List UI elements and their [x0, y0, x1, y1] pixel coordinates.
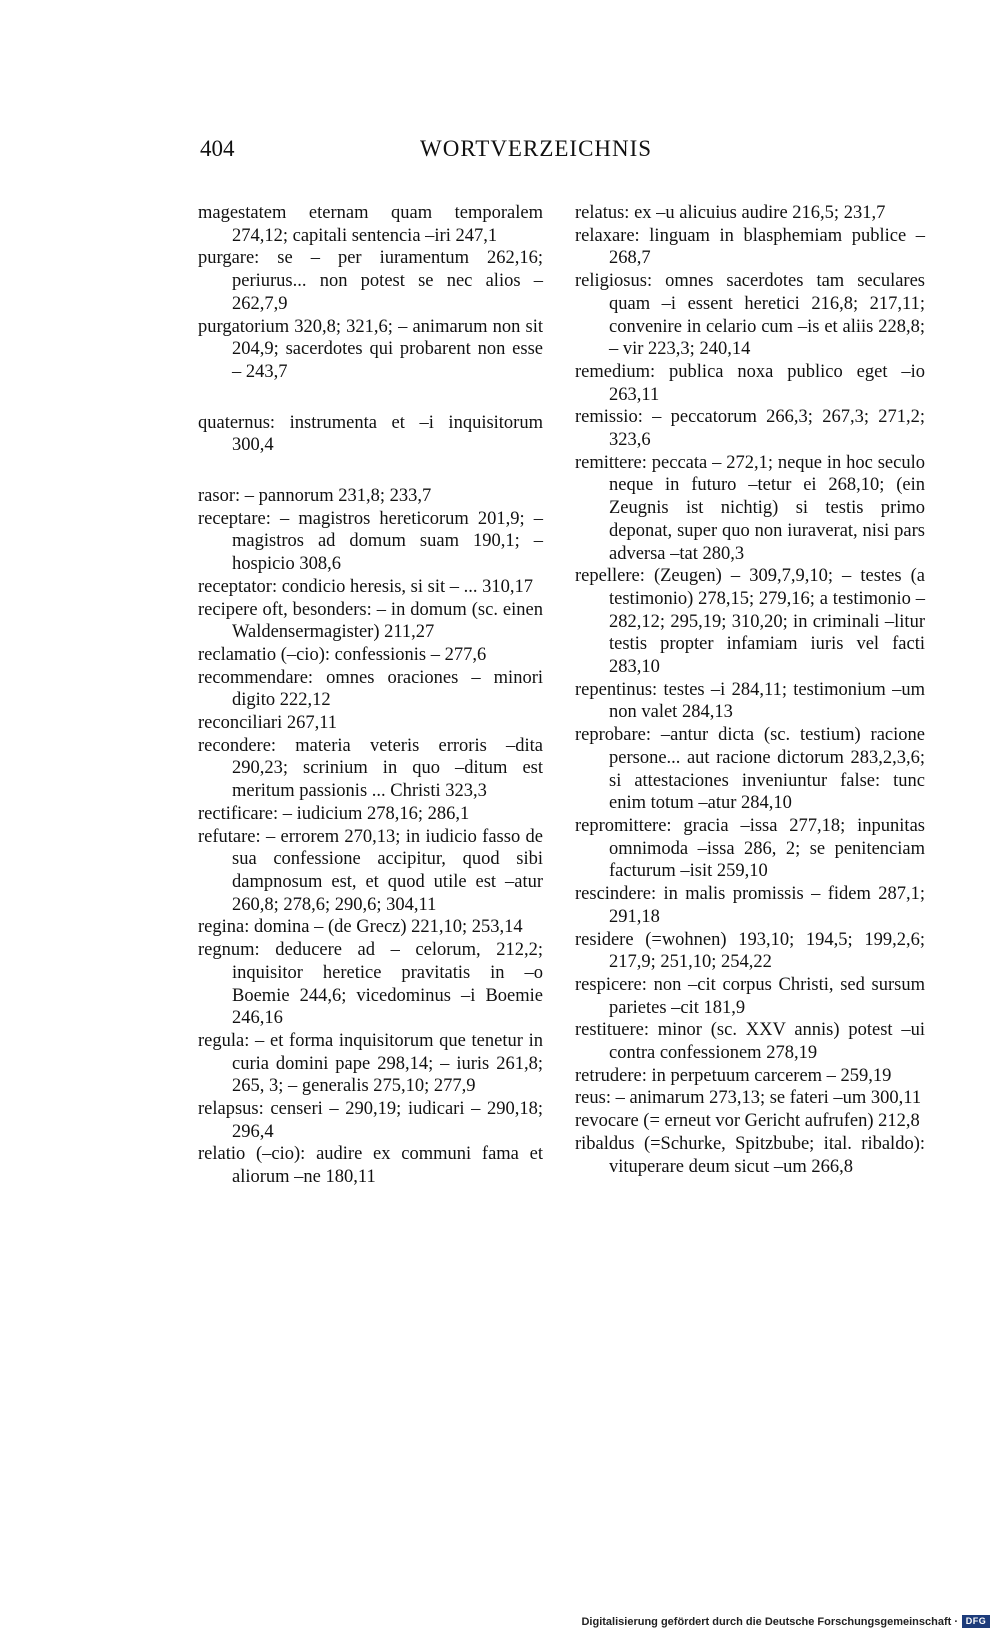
index-entry: repromittere: gracia –issa 277,18; inpunitas omnimoda –issa 286, 2; se penitenciam facturum –isit 259,10 — [575, 815, 925, 882]
running-title: WORTVERZEICHNIS — [420, 136, 653, 161]
index-entry: residere (=wohnen) 193,10; 194,5; 199,2,6; 217,9; 251,10; 254,22 — [575, 929, 925, 973]
index-entry: revocare (= erneut vor Gericht aufrufen) 212,8 — [575, 1111, 920, 1132]
index-entry: rescindere: in malis promissis – fidem 287,1; 291,18 — [575, 884, 925, 927]
index-entry: rasor: – pannorum 231,8; 233,7 — [198, 486, 432, 507]
page-number: 404 — [200, 136, 235, 161]
right-column — [575, 202, 925, 1178]
index-entry: remissio: – peccatorum 266,3; 267,3; 271,2; 323,6 — [575, 407, 925, 451]
index-entry: reus: – animarum 273,13; se fateri –um 300,11 — [575, 1088, 922, 1109]
index-entry: magestatem eternam quam temporalem 274,12; capitali sentencia –iri 247,1 — [198, 203, 543, 246]
index-entry: repentinus: testes –i 284,11; testimonium –um non valet 284,13 — [575, 679, 925, 723]
index-entry: regina: domina – (de Grecz) 221,10; 253,14 — [198, 917, 523, 938]
index-entry: repellere: (Zeugen) – 309,7,9,10; – testes (a testimonio) 278,15; 279,16; a testimonio – 282,12; 295,19; 310,20; in criminali –litur testis propter infamiam iuris vel facti 283,10 — [575, 566, 925, 678]
index-entry: respicere: non –cit corpus Christi, sed sursum parietes –cit 181,9 — [575, 974, 925, 1018]
index-entry: reclamatio (–cio): confessionis – 277,6 — [198, 644, 487, 665]
index-entry: reconciliari 267,11 — [198, 713, 338, 734]
index-entry: relatus: ex –u alicuius audire 216,5; 231,7 — [575, 203, 886, 223]
index-entry: religiosus: omnes sacerdotes tam seculares quam –i essent heretici 216,8; 217,11; convenire in celario cum –is et aliis 228,8; – vir 223,3; 240,14 — [575, 271, 925, 360]
index-entry: relaxare: linguam in blasphemiam publice – 268,7 — [575, 225, 925, 269]
index-entry: refutare: – errorem 270,13; in iudicio fasso de sua confessione accipitur, quod sibi dampnosum est, et quod utile est –atur 260,8; 278,6; 290,6; 304,11 — [198, 826, 543, 915]
index-entry: retrudere: in perpetuum carcerem – 259,19 — [575, 1065, 892, 1086]
index-entry: rectificare: – iudicium 278,16; 286,1 — [198, 803, 470, 824]
index-entry: recommendare: omnes oraciones – minori digito 222,12 — [198, 667, 543, 711]
index-entry: relapsus: censeri – 290,19; iudicari – 290,18; 296,4 — [198, 1099, 543, 1142]
index-entry: purgare: se – per iuramentum 262,16; periurus... non potest se nec alios – 262,7,9 — [198, 248, 543, 314]
index-entry: reprobare: –antur dicta (sc. testium) racione persone... aut racione dictorum 283,2,3,6; si attestaciones inveniuntur false: tunc enim totum –atur 284,10 — [575, 725, 925, 814]
index-entry: receptator: condicio heresis, si sit – ... 310,17 — [198, 576, 533, 597]
index-entry: quaternus: instrumenta et –i inquisitorum 300,4 — [198, 412, 543, 456]
index-entry: recipere oft, besonders: – in domum (sc. einen Waldensermagister) 211,27 — [198, 599, 543, 643]
index-entry: receptare: – magistros hereticorum 201,9; – magistros ad domum suam 190,1; – hospicio 308,6 — [198, 508, 543, 575]
footer-text: Digitalisierung gefördert durch die Deutsche Forschungsgemeinschaft · — [581, 1615, 958, 1628]
index-entry: relatio (–cio): audire ex communi fama et aliorum –ne 180,11 — [198, 1144, 543, 1188]
index-entry: remittere: peccata – 272,1; neque in hoc seculo neque in futuro –tetur ei 268,10; (ein Zeugnis ist nichtig) si testis primo deponat, super quo non iuraverat, nisi pars adversa –tat 280,3 — [575, 452, 925, 564]
index-entry: purgatorium 320,8; 321,6; – animarum non sit 204,9; sacerdotes qui probarent non esse – 243,7 — [198, 316, 543, 382]
dfg-logo: DFG — [962, 1615, 990, 1628]
index-entry: recondere: materia veteris erroris –dita 290,23; scrinium in quo –ditum est meritum passionis ... Christi 323,3 — [198, 735, 543, 802]
index-entry: regula: – et forma inquisitorum que tenetur in curia domini pape 298,14; – iuris 261,8; 265, 3; – generalis 275,10; 277,9 — [198, 1030, 543, 1097]
index-entry: ribaldus (=Schurke, Spitzbube; ital. ribaldo): vituperare deum sicut –um 266,8 — [575, 1133, 925, 1177]
index-entry: regnum: deducere ad – celorum, 212,2; inquisitor heretice pravitatis in –o Boemie 244,6; vicedominus –i Boemie 246,16 — [198, 940, 543, 1029]
digitization-footer — [581, 1615, 990, 1628]
index-entry: restituere: minor (sc. XXV annis) potest –ui contra confessionem 278,19 — [575, 1020, 925, 1064]
index-entry: remedium: publica noxa publico eget –io 263,11 — [575, 361, 925, 405]
left-column — [198, 202, 543, 1189]
page-header — [200, 136, 800, 176]
